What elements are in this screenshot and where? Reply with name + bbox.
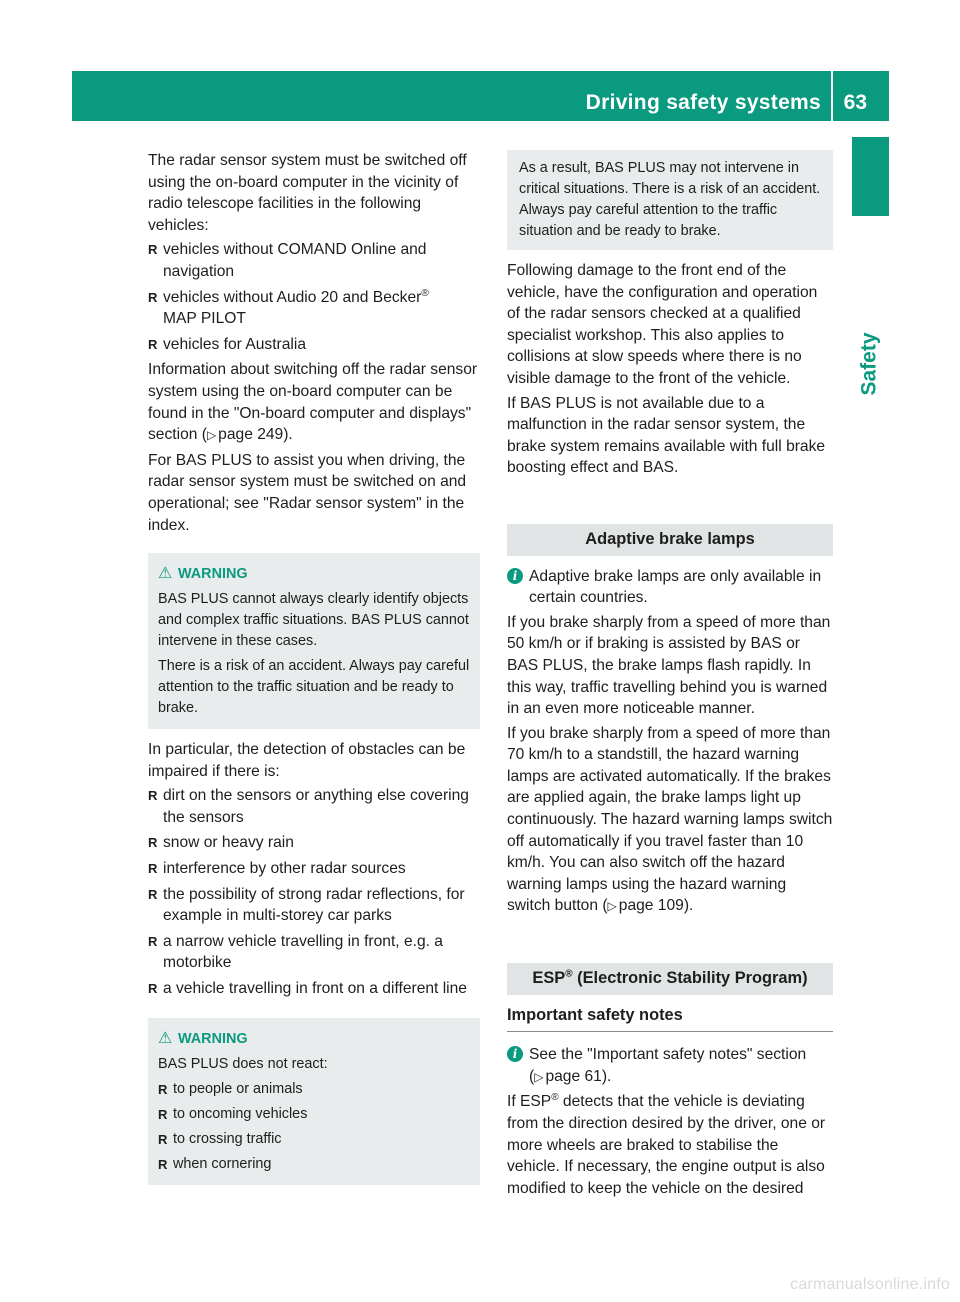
list-item: R vehicles without Audio 20 and Becker® MAP PILOT xyxy=(148,287,480,330)
info-note: i See the "Important safety notes" section (▷ page 61). xyxy=(507,1044,833,1088)
side-label: Safety xyxy=(858,332,881,396)
info-note: i Adaptive brake lamps are only available in certain countries. xyxy=(507,566,833,609)
bas-paragraph: For BAS PLUS to assist you when driving, the radar sensor system must be switched on and operational; see "Radar sensor system" in the index. xyxy=(148,451,467,534)
warning-box: ⚠ WARNING BAS PLUS cannot always clearly identify objects and complex traffic situations. BAS PLUS cannot intervene in these cases. There is a risk of an accident. Always pay careful attention to the traffic situation and be ready to brake. xyxy=(148,553,480,729)
list-item: R to people or animals xyxy=(158,1079,470,1100)
list-item: R when cornering xyxy=(158,1154,470,1175)
adaptive-paragraph-2: If you brake sharply from a speed of more than 70 km/h to a standstill, the hazard warning lamps are activated automatically. If the brakes are applied again, the brake lamps light up continuously. The hazard warning lamps switch off automatically if you travel faster than 10 km/h. You can also switch off the hazard warning lamps using the hazard warning switch button (▷ page 109). xyxy=(507,723,833,918)
list-item: R to crossing traffic xyxy=(158,1129,470,1150)
warning-triangle-icon: ⚠ xyxy=(158,565,173,583)
section-heading-esp: ESP® (Electronic Stability Program) xyxy=(507,963,833,995)
list-item: R vehicles for Australia xyxy=(148,334,480,356)
left-column xyxy=(148,150,480,1195)
info-paragraph: Information about switching off the radar sensor system using the on-board computer can be found in the "On-board computer and displays" section (▷ page 249). xyxy=(148,359,480,446)
info-icon: i xyxy=(507,568,523,584)
page-reference-link[interactable]: ▷ page 109 xyxy=(608,897,684,914)
section-heading-adaptive-brake-lamps: Adaptive brake lamps xyxy=(507,524,833,556)
list-item: R snow or heavy rain xyxy=(148,832,480,854)
intro-paragraph: The radar sensor system must be switched off using the on-board computer in the vicinity of radio telescope facilities in the following vehicles: xyxy=(148,152,467,234)
warning-triangle-icon: ⚠ xyxy=(158,1029,173,1047)
page-reference-link[interactable]: ▷ page 249 xyxy=(207,426,283,443)
list-item: R vehicles without COMAND Online and navigation xyxy=(148,239,480,282)
intro-bullets xyxy=(148,239,480,355)
particular-paragraph: In particular, the detection of obstacles can be impaired if there is: xyxy=(148,741,466,780)
info-icon: i xyxy=(507,1046,523,1062)
esp-paragraph: If ESP® detects that the vehicle is deviating from the direction desired by the driver, one or more wheels are braked to stabilise the vehicle. If necessary, the engine output is also modified to keep the vehicle on the desired xyxy=(507,1092,826,1197)
warning-continuation-box: As a result, BAS PLUS may not intervene in critical situations. There is a risk of an accident. Always pay careful attention to the traffic situation and be ready to brake. xyxy=(507,150,833,250)
subheading-important-safety-notes: Important safety notes xyxy=(507,1005,833,1033)
right-column xyxy=(507,150,833,1202)
page-number: 63 xyxy=(843,91,867,114)
list-item: R a vehicle travelling in front on a different line xyxy=(148,978,480,1000)
list-item: R to oncoming vehicles xyxy=(158,1104,470,1125)
header-separator xyxy=(831,71,833,121)
adaptive-paragraph-1: If you brake sharply from a speed of more than 50 km/h or if braking is assisted by BAS or BAS PLUS, the brake lamps flash rapidly. In this way, traffic travelling behind you is warned in an even more noticeable manner. xyxy=(507,613,831,718)
side-tab xyxy=(852,137,889,216)
warning-box: ⚠ WARNING BAS PLUS does not react: R to people or animals R to oncoming vehicles R to crossing traffic R when cornering xyxy=(148,1018,480,1185)
list-item: R a narrow vehicle travelling in front, e.g. a motorbike xyxy=(148,931,480,974)
malfunction-paragraph: If BAS PLUS is not available due to a malfunction in the radar sensor system, the brake system remains available with full brake boosting effect and BAS. xyxy=(507,394,826,477)
list-item: R dirt on the sensors or anything else covering the sensors xyxy=(148,785,480,828)
list-item: R interference by other radar sources xyxy=(148,858,480,880)
obstacle-bullets xyxy=(148,785,480,999)
list-item: R the possibility of strong radar reflections, for example in multi-storey car parks xyxy=(148,884,480,927)
header-title: Driving safety systems xyxy=(585,91,821,114)
page-reference-link[interactable]: ▷ page 61 xyxy=(534,1068,602,1085)
damage-paragraph: Following damage to the front end of the vehicle, have the configuration and operation of the radar sensors checked at a qualified specialist workshop. This also applies to collisions at slow speeds where there is no visible damage to the front of the vehicle. xyxy=(507,262,818,387)
watermark: carmanualsonline.info xyxy=(790,1276,950,1293)
header-bar xyxy=(72,71,889,121)
